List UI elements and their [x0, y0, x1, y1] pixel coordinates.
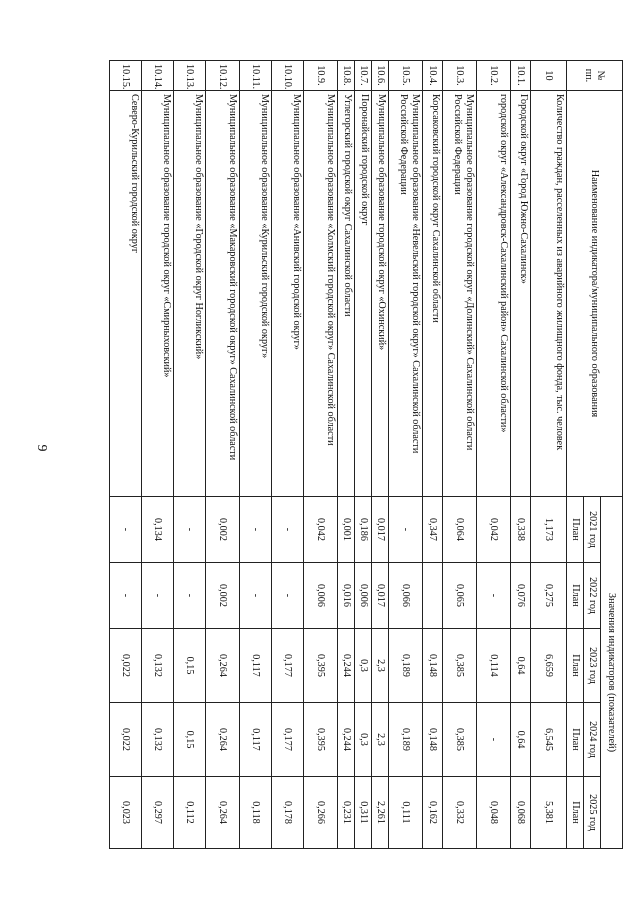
value-cell: 0,64	[511, 703, 531, 777]
table-row	[389, 61, 423, 849]
value-cell: 0,395	[304, 629, 338, 703]
value-cell: 0,148	[423, 629, 443, 703]
value-cell: 5,381	[531, 777, 567, 849]
plan-header: План	[567, 497, 584, 563]
value-cell: -	[389, 497, 423, 563]
table-row	[531, 61, 567, 849]
value-cell: 0,15	[174, 703, 206, 777]
row-name: Корсаковский городской округ Сахалинской области	[423, 91, 443, 497]
table-row	[372, 61, 389, 849]
value-cell: 0,064	[443, 497, 477, 563]
value-cell: 0,178	[272, 777, 304, 849]
table-row	[443, 61, 477, 849]
value-cell: -	[477, 563, 511, 629]
value-cell: 0,118	[240, 777, 272, 849]
row-number: 10.5.	[389, 61, 423, 91]
value-cell: 0,112	[174, 777, 206, 849]
value-cell: 0,266	[304, 777, 338, 849]
value-cell: 2,3	[372, 629, 389, 703]
row-name: городской округ «Александровск-Сахалинский район» Сахалинской области»	[477, 91, 511, 497]
plan-header: План	[567, 777, 584, 849]
value-cell: 0,022	[110, 629, 142, 703]
table-row	[240, 61, 272, 849]
value-cell: -	[110, 563, 142, 629]
year-header: 2024 год	[584, 703, 601, 777]
value-cell: 0,134	[142, 497, 174, 563]
page-number: 9	[34, 444, 49, 452]
row-number: 10.13.	[174, 61, 206, 91]
value-cell: 0,066	[389, 563, 423, 629]
value-cell: 0,264	[206, 703, 240, 777]
value-cell: 0,186	[355, 497, 372, 563]
row-name: Муниципальное образование городской округ «Охинский»	[372, 91, 389, 497]
value-cell: 2,261	[372, 777, 389, 849]
value-cell: 0,117	[240, 629, 272, 703]
row-name: Городской округ «Город Южно-Сахалинск»	[511, 91, 531, 497]
col-no-header: № пп.	[567, 61, 623, 91]
value-cell: 0,132	[142, 703, 174, 777]
row-name: Муниципальное образование «Анивский городской округ»	[272, 91, 304, 497]
value-cell: 0,3	[355, 703, 372, 777]
row-number: 10.9.	[304, 61, 338, 91]
row-name: Муниципальное образование городской округ «Долинский» Сахалинской области Российской Федерации	[443, 91, 477, 497]
value-cell: -	[240, 497, 272, 563]
value-cell: 0,15	[174, 629, 206, 703]
value-cell: 0,332	[443, 777, 477, 849]
row-name: Муниципальное образование «Невельский городской округ» Сахалинской области Российской Федерации	[389, 91, 423, 497]
row-number: 10.7.	[355, 61, 372, 91]
value-cell: -	[272, 563, 304, 629]
row-number: 10.6.	[372, 61, 389, 91]
value-cell: 0,016	[338, 563, 355, 629]
value-cell: 0,347	[423, 497, 443, 563]
value-cell: 0,111	[389, 777, 423, 849]
value-cell: 0,3	[355, 629, 372, 703]
row-name: Муниципальное образование «Курильский городской округ»	[240, 91, 272, 497]
value-cell: 0,017	[372, 497, 389, 563]
value-cell: 0,177	[272, 629, 304, 703]
value-cell: 0,177	[272, 703, 304, 777]
row-number: 10.3.	[443, 61, 477, 91]
value-cell: 0,264	[206, 629, 240, 703]
table-row	[423, 61, 443, 849]
value-cell: 0,042	[304, 497, 338, 563]
value-cell: 0,311	[355, 777, 372, 849]
table-row	[355, 61, 372, 849]
value-cell: 0,189	[389, 703, 423, 777]
value-cell: 0,275	[531, 563, 567, 629]
value-cell: 0,297	[142, 777, 174, 849]
value-cell: 0,385	[443, 629, 477, 703]
value-cell: 0,017	[372, 563, 389, 629]
value-cell: 6,659	[531, 629, 567, 703]
value-cell: -	[142, 563, 174, 629]
value-cell: 0,385	[443, 703, 477, 777]
value-cell: 0,395	[304, 703, 338, 777]
row-number: 10	[531, 61, 567, 91]
row-name: Муниципальное образование «Макаровский городской округ» Сахалинской области	[206, 91, 240, 497]
value-cell: 0,117	[240, 703, 272, 777]
row-number: 10.12.	[206, 61, 240, 91]
value-cell: -	[110, 497, 142, 563]
plan-header: План	[567, 703, 584, 777]
value-cell: 2,3	[372, 703, 389, 777]
value-cell: 0,001	[338, 497, 355, 563]
indicators-header: Значения индикаторов (показателей)	[601, 497, 623, 849]
row-number: 10.10.	[272, 61, 304, 91]
value-cell: 0,189	[389, 629, 423, 703]
value-cell: -	[174, 497, 206, 563]
table-row	[477, 61, 511, 849]
table-row	[206, 61, 240, 849]
row-name: Муниципальное образование «Городской округ Ногликский»	[174, 91, 206, 497]
table-row	[142, 61, 174, 849]
value-cell: 0,244	[338, 629, 355, 703]
value-cell	[423, 563, 443, 629]
row-name: Муниципальное образование городской округ «Смирныховский»	[142, 91, 174, 497]
value-cell: -	[272, 497, 304, 563]
value-cell: 0,64	[511, 629, 531, 703]
value-cell: 0,022	[110, 703, 142, 777]
table-row	[174, 61, 206, 849]
value-cell: 0,244	[338, 703, 355, 777]
row-number: 10.14.	[142, 61, 174, 91]
table-row	[110, 61, 142, 849]
row-number: 10.2.	[477, 61, 511, 91]
row-name: Северо-Курильский городской округ	[110, 91, 142, 497]
value-cell: -	[240, 563, 272, 629]
value-cell: 1,173	[531, 497, 567, 563]
value-cell: 0,132	[142, 629, 174, 703]
value-cell: 0,338	[511, 497, 531, 563]
value-cell: 6,545	[531, 703, 567, 777]
row-number: 10.1.	[511, 61, 531, 91]
row-number: 10.4.	[423, 61, 443, 91]
value-cell: 0,002	[206, 497, 240, 563]
value-cell: 0,162	[423, 777, 443, 849]
value-cell: 0,006	[355, 563, 372, 629]
value-cell: 0,006	[304, 563, 338, 629]
value-cell: 0,042	[477, 497, 511, 563]
row-name: Углегорский городской округ Сахалинской области	[338, 91, 355, 497]
value-cell: 0,231	[338, 777, 355, 849]
value-cell: 0,068	[511, 777, 531, 849]
year-header: 2023 год	[584, 629, 601, 703]
row-number: 10.8.	[338, 61, 355, 91]
value-cell: 0,023	[110, 777, 142, 849]
indicators-table	[109, 60, 623, 849]
table-body	[110, 61, 567, 849]
row-number: 10.11.	[240, 61, 272, 91]
table-row	[304, 61, 338, 849]
value-cell: -	[477, 703, 511, 777]
plan-header: План	[567, 563, 584, 629]
col-name-header: Наименование индикатора/муниципального образования	[567, 91, 623, 497]
plan-header: План	[567, 629, 584, 703]
year-header: 2025 год	[584, 777, 601, 849]
row-name: Поронайский городской округ	[355, 91, 372, 497]
value-cell: 0,148	[423, 703, 443, 777]
value-cell: 0,264	[206, 777, 240, 849]
row-name: Муниципальное образование «Холмский городской округ» Сахалинской области	[304, 91, 338, 497]
value-cell: 0,065	[443, 563, 477, 629]
value-cell: 0,114	[477, 629, 511, 703]
value-cell: 0,048	[477, 777, 511, 849]
value-cell: -	[174, 563, 206, 629]
row-name: Количество граждан, расселенных из аварийного жилищного фонда, тыс. человек	[531, 91, 567, 497]
table-row	[511, 61, 531, 849]
rotated-table-container	[115, 60, 623, 848]
value-cell: 0,076	[511, 563, 531, 629]
row-number: 10.15.	[110, 61, 142, 91]
table-row	[272, 61, 304, 849]
year-header: 2021 год	[584, 497, 601, 563]
value-cell: 0,002	[206, 563, 240, 629]
table-row	[338, 61, 355, 849]
year-header: 2022 год	[584, 563, 601, 629]
